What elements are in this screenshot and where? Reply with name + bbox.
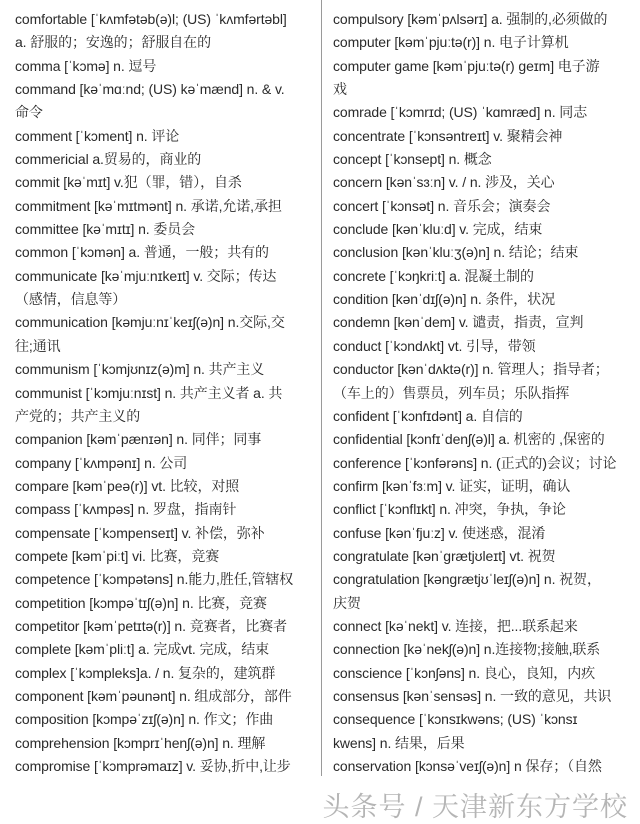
vocab-line: compulsory [kəmˈpʌlsərɪ] a. 强制的,必须做的 xyxy=(333,11,608,27)
vocab-line: 产党的；共产主义的 xyxy=(15,407,141,424)
column-divider xyxy=(321,0,322,776)
vocab-line: comprehension [kɔmprɪˈhenʃ(ə)n] n. 理解 xyxy=(15,734,266,751)
vocab-line: computer [kəmˈpjuːtə(r)] n. 电子计算机 xyxy=(333,34,569,51)
vocab-line: consequence [ˈkɔnsɪkwəns; (US) ˈkɔnsɪ xyxy=(333,711,578,728)
vocab-line: composition [kɔmpəˈzɪʃ(ə)n] n. 作文；作曲 xyxy=(15,711,274,728)
vocab-line: （感情，信息等） xyxy=(15,291,127,308)
vocab-line: confidential [kɔnfɪˈdenʃ(ə)l] a. 机密的 ,保密的 xyxy=(333,431,605,448)
vocab-line: compromise [ˈkɔmprəmaɪz] v. 妥协,折中,让步 xyxy=(15,758,291,774)
vocab-line: concert [ˈkɔnsət] n. 音乐会；演奏会 xyxy=(333,197,551,214)
vocab-line: concern [kənˈsɜːn] v. / n. 涉及，关心 xyxy=(333,174,555,191)
vocab-line: competence [ˈkɔmpətəns] n.能力,胜任,管辖权 xyxy=(15,571,294,588)
vocab-line: communicate [kəˈmjuːnɪkeɪt] v. 交际；传达 xyxy=(15,267,277,284)
vocab-line: commericial a.贸易的，商业的 xyxy=(15,151,202,168)
vocab-line: connection [kəˈnekʃ(ə)n] n.连接物;接触,联系 xyxy=(333,641,601,658)
vocab-line: concept [ˈkɔnsept] n. 概念 xyxy=(333,151,492,168)
vocab-line: a. 舒服的；安逸的；舒服自在的 xyxy=(15,34,211,51)
vocab-line: companion [kəmˈpænɪən] n. 同伴；同事 xyxy=(15,431,262,448)
vocab-line: 庆贺 xyxy=(333,594,361,611)
vocab-line: consensus [kənˈsensəs] n. 一致的意见，共识 xyxy=(333,687,612,704)
vocab-line: congratulation [kəngrætjʊˈleɪʃ(ə)n] n. 祝贺， xyxy=(333,571,601,588)
vocab-line: conference [ˈkɔnfərəns] n. (正式的)会议；讨论 xyxy=(333,454,617,471)
vocab-line: congratulate [kənˈgrætjʊleɪt] vt. 祝贺 xyxy=(333,547,556,564)
vocab-line: conclusion [kənˈkluːʒ(ə)n] n. 结论；结束 xyxy=(333,244,579,261)
vocab-line: compare [kəmˈpeə(r)] vt. 比较，对照 xyxy=(15,477,240,494)
vocab-line: comrade [ˈkɔmrɪd; (US) ˈkɑmræd] n. 同志 xyxy=(333,104,588,121)
vocab-line: commit [kəˈmɪt] v.犯（罪，错），自杀 xyxy=(15,174,242,191)
vocab-line: communist [ˈkɔmjuːnɪst] n. 共产主义者 a. 共 xyxy=(15,384,283,401)
vocab-line: conductor [kənˈdʌktə(r)] n. 管理人；指导者； xyxy=(333,361,609,378)
vocab-line: competition [kɔmpəˈtɪʃ(ə)n] n. 比赛，竞赛 xyxy=(15,594,267,611)
vocab-line: component [kəmˈpəunənt] n. 组成部分，部件 xyxy=(15,687,292,704)
vocab-line: concentrate [ˈkɔnsəntreɪt] v. 聚精会神 xyxy=(333,127,563,144)
vocab-line: compete [kəmˈpiːt] vi. 比赛，竞赛 xyxy=(15,547,220,564)
vocab-line: committee [kəˈmɪtɪ] n. 委员会 xyxy=(15,221,196,238)
vocab-line: confirm [kənˈfɜːm] v. 证实，证明，确认 xyxy=(333,477,571,494)
vocab-line: complete [kəmˈpliːt] a. 完成vt. 完成，结束 xyxy=(15,641,269,658)
vocab-line: communism [ˈkɔmjʊnɪz(ə)m] n. 共产主义 xyxy=(15,361,265,378)
vocab-line: complex [ˈkɔmpleks]a. / n. 复杂的，建筑群 xyxy=(15,664,276,681)
vocab-line: 往;通讯 xyxy=(15,337,61,354)
vocab-line: company [ˈkʌmpənɪ] n. 公司 xyxy=(15,454,188,471)
vocab-line: common [ˈkɔmən] a. 普通，一般；共有的 xyxy=(15,244,269,261)
right-column xyxy=(333,8,633,778)
vocab-line: competitor [kəmˈpetɪtə(r)] n. 竞赛者，比赛者 xyxy=(15,617,288,634)
vocab-line: comment [ˈkɔment] n. 评论 xyxy=(15,127,180,144)
vocab-line: comfortable [ˈkʌmfətəb(ə)l; (US) ˈkʌmfərtəbl] xyxy=(15,11,287,27)
vocab-line: （车上的）售票员，列车员；乐队指挥 xyxy=(333,384,570,401)
vocab-line: computer game [kəmˈpjuːtə(r) geɪm] 电子游 xyxy=(333,57,600,74)
vocab-line: connect [kəˈnekt] v. 连接，把...联系起来 xyxy=(333,617,578,634)
vocab-line: comma [ˈkɔmə] n. 逗号 xyxy=(15,57,157,74)
vocab-line: 命令 xyxy=(15,104,43,121)
vocab-line: communication [kəmjuːnɪˈkeɪʃ(ə)n] n.交际,交 xyxy=(15,314,285,331)
vocab-line: command [kəˈmɑːnd; (US) kəˈmænd] n. & v. xyxy=(15,81,285,98)
left-column xyxy=(15,8,315,778)
vocab-line: conduct [ˈkɔndʌkt] vt. 引导，带领 xyxy=(333,337,536,354)
vocab-line: conscience [ˈkɔnʃəns] n. 良心，良知，内疚 xyxy=(333,664,595,681)
vocab-line: confident [ˈkɔnfɪdənt] a. 自信的 xyxy=(333,407,523,424)
vocab-line: conservation [kɔnsəˈveɪʃ(ə)n] n 保存；（自然 xyxy=(333,758,602,774)
vocab-line: condemn [kənˈdem] v. 谴责，指责，宣判 xyxy=(333,314,584,331)
vocab-line: condition [kənˈdɪʃ(ə)n] n. 条件，状况 xyxy=(333,291,555,308)
vocab-line: commitment [kəˈmɪtmənt] n. 承诺,允诺,承担 xyxy=(15,197,282,214)
vocab-line: confuse [kənˈfjuːz] v. 使迷惑，混淆 xyxy=(333,524,546,541)
vocab-line: conclude [kənˈkluːd] v. 完成，结束 xyxy=(333,221,543,238)
vocab-line: kwens] n. 结果，后果 xyxy=(333,734,465,751)
vocab-line: concrete [ˈkɔŋkriːt] a. 混凝土制的 xyxy=(333,267,534,284)
vocab-line: compass [ˈkʌmpəs] n. 罗盘，指南针 xyxy=(15,501,237,518)
vocab-line: compensate [ˈkɔmpenseɪt] v. 补偿，弥补 xyxy=(15,524,265,541)
vocab-line: 戏 xyxy=(333,81,347,98)
watermark: 头条号 / 天津新东方学校 xyxy=(322,792,628,822)
vocab-line: conflict [ˈkɔnflɪkt] n. 冲突，争执，争论 xyxy=(333,501,566,518)
